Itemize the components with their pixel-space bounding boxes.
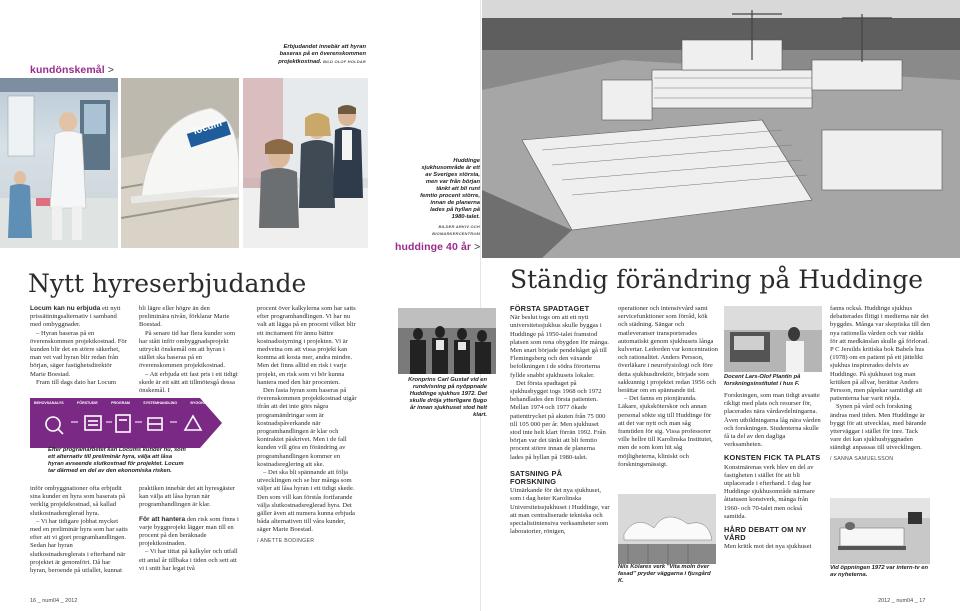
art-mural-photo xyxy=(618,494,716,564)
page-footer-right: 2012 _ num04 _ 17 xyxy=(878,598,926,604)
section-arrow-right: > xyxy=(474,241,481,253)
patient-bed-caption: Vid öppningen 1972 var intern-tv en av nyheterna. xyxy=(830,565,929,578)
subhead-konsten: KONSTEN FICK TA PLATS xyxy=(724,453,821,463)
headline-right: Ständig förändring på Huddinge xyxy=(510,265,924,294)
step-forstudie: FÖRSTUDIE xyxy=(77,401,98,405)
right-colB-text: operationer och intensivvård samt servicefunktioner som förråd, kök och städning. Sängar och matleveranser transporterades automatiskt genom sjukhusets långa kulvertar. Ledorden var koncentration och rationalitet. Anders Persson, överläkare i neurofysiologi och före detta sjukhusdirektör, började som sakkunnig i projektet redan 1956 och berättar om en spännande tid. – Det fanns en pionjäranda. Läkare, sjuksköterskor och annan personal sökte sig till Huddinge för att det var nytt och man såg framtiden för sig. Vissa professorer ville hellre till Karolinska Institutet, men de som kom hit såg möjligheterna, kliniskt och forskningsmässigt. xyxy=(618,305,718,468)
three-people-photo xyxy=(243,78,368,248)
photo-credit: BILD OLOF HOLDAR xyxy=(323,59,366,64)
nurse-corridor-illustration xyxy=(0,78,118,248)
right-colC: Docent Lars-Olof Plantin på forskningsinstitutet i hus F. Forskningen, som man tidigt avsatte rikligt med plats och resurser för, placerades nära vårdavdelningarna. Även utbildningarna låg nära vården och forskningen. Studenterna skulle få ta del av den dagliga verksamheten. KONSTEN FICK TA PLATS Konstmärenas verk blev en del av fastigheten i stället för att bli utplacerade i efterhand. I dag har Huddinge sjukhusområde närmare åttatusen konstverk, många från 1960- och 70-talet men också samtida. HÅRD DEBATT OM NY VÅRD Men kritik mot det nya sjukhuset xyxy=(724,374,824,552)
top-caption-left: Erbjudandet innebär att hyran baseras på en överenskommen projektkostnad. BILD OLOF HOLDAR xyxy=(278,44,366,65)
section-tag-right xyxy=(395,241,480,253)
top-caption-right: Huddinge sjukhusområde är ett av Sveriges största, men var från början tänkt att bli runt femtio procent större, innan de planerna lades på hyllan på 1980-talet. BILDER ARKIV OCH BIOMARKERCENTRUM xyxy=(418,158,480,237)
helmet-illustration xyxy=(121,78,239,248)
aerial-illustration xyxy=(482,0,960,258)
locum-helmet-photo xyxy=(121,78,239,248)
page-footer-left: 16 _ num04 _ 2012 xyxy=(30,598,78,604)
left-col2-text: bli lägre eller högre än den preliminära nivån, förklarar Marie Boestad. På senare tid har flera kunder som har stått inför ombyggnadsprojekt uttryckt önskemål om att hyran i stället ska baseras på en överenskommen projektkostnad. – Att erbjuda ett fast pris i ett tidigt skede är ett sätt att tillmötesgå dessa önskemål. I xyxy=(139,305,238,395)
col2-bold-lead: För att hantera xyxy=(139,515,186,523)
nurse-corridor-photo xyxy=(0,78,118,248)
process-diagram xyxy=(30,398,222,448)
locum-logo-text: locum xyxy=(192,117,224,138)
crown-prince-illustration xyxy=(398,308,496,374)
step-systemhandling: SYSTEMHANDLING xyxy=(143,401,178,405)
headline-left: Nytt hyreserbjudande xyxy=(28,269,307,298)
bed-illustration xyxy=(830,498,930,564)
right-colA: FÖRSTA SPADTAGET När beslut togs om att ett nytt universitetssjukhus skulle byggas i Huddinge på 1950-talet framstod platsen som rena obygden för många. Men snart började pendeltåget gå till Flemingsberg och den växande befolkningen i de södra förorterna fyllde snabbt sjukhusets lokaler. Det första spadtaget på sjukhusbygget togs 1968 och 1972 behandlades den första patienten. Mellan 1974 och 1977 ökade patienttrycket på akuten från 75 000 till 105 000 per år. Men sjukhuset stod inte helt klart förrän 1992. Från början var det tänkt att bli femtio procent större innan de planerna lades på hyllan på 1980-talet. SATSNING PÅ FORSKNING Utmärkande för det nya sjukhuset, som i dag heter Karolinska Universitetssjukhuset i Huddinge, var att man centraliserade tekniska och specialistintensiva verksamheter som laboratorier, röntgen, xyxy=(510,304,610,536)
lab-caption: Docent Lars-Olof Plantin på forskningsinstitutet i hus F. xyxy=(724,374,801,387)
photo-credit-right: BILDER ARKIV OCH BIOMARKERCENTRUM xyxy=(432,224,480,236)
subhead-forsta-spadtaget: FÖRSTA SPADTAGET xyxy=(510,304,590,313)
section-tag-left xyxy=(30,64,114,76)
subhead-satsning-forskning: SATSNING PÅ FORSKNING xyxy=(510,468,563,487)
diagram-labels xyxy=(34,401,220,405)
author-signature-left: / ANETTE BODINGER xyxy=(257,537,315,544)
left-col1b-text: inför ombyggnationer ofta erbjudit sina kunder en hyra som baserats på verklig projektkostnad, så kallad slutkostnadsreglerad hyra. – Vi har tidigare jobbat mycket med en preliminär hyra som har satts efter att vi gjort programhandlingen. Sedan har hyran slutkostnadsreglerats i efterhand när projektet är genomfört. Då har hyran, beroende på utfallet, kunnat xyxy=(30,485,128,575)
patient-bed-photo xyxy=(830,498,930,564)
lab-photo xyxy=(724,306,822,372)
author-signature-right: / SANNA SAMUELSSON xyxy=(830,455,894,462)
right-colD-text: fanns också. Huddinge sjukhus debatterades flitigt i medierna när det byggdes. Många var skeptiska till den nya rationella vården och var rädda för att medkänslan skulle gå förlorad. P C Jersilds kritiska bok Babels hus (1978) om en patient på ett jättelikt sjukhus inspirerades delvis av Huddinge. På sjukhuset tog man kritiken på allvar, berättar Anders Persson, men påpekar samtidigt att patienterna har varit nöjda. Synen på vård och forskning ändras med tiden. Men Huddinge är byggt för att utvecklas, med bärande ytterväggar i stället för inre. Tack vare det kan sjukhusbyggnaden ständigt anpassas till utvecklingen. / SANNA SAMUELSSON xyxy=(830,305,930,462)
lab-illustration xyxy=(724,306,822,372)
step-behovsanalys: BEHOVSANALYS xyxy=(34,401,64,405)
huddinge-aerial-photo xyxy=(482,0,960,258)
left-col1-text: Locum kan nu erbjuda ett nytt prissättningsalternativ i samband med ombyggnader. – Hyran baseras på en överenskommen projektkostnad. För kunden blir det en större säkerhet, man vet vad hyran blir redan från början, säger fastighetsdirektör Marie Boestad. Fram till dags dato har Locum xyxy=(30,305,127,386)
diagram-caption: Efter programarbetet kan Locums kunder nu, som ett alternativ till preliminär hyra, välja att låsa hyran avseende slutkostnad för projektet. Locum tar därmed en del av den ekonomiska risken. xyxy=(48,447,186,474)
section-tag-right-text: huddinge 40 år xyxy=(395,241,472,253)
section-tag-text: kundönskemål xyxy=(30,64,105,76)
crown-prince-photo xyxy=(398,308,496,374)
subhead-hard-debatt: HÅRD DEBATT OM NY VÅRD xyxy=(724,525,807,543)
crown-prince-caption: Kronprins Carl Gustaf vid en rundvisning på nyöppnade Huddinge sjukhus 1972. Det skulle dröja ytterligare fjugo år innan sjukhuset stod helt klart. xyxy=(408,377,487,418)
left-col2b-text: praktiken innebär det att hyresgäster kan välja att låsa hyran när programhandlingen är klar. För att hantera den risk som finns i varje byggprojekt lägger man till en procent på den beräknade projektkostnaden. – Vi har tittat på kalkyler och utfall ett antal år tillbaka i tiden och sett att vi i snitt har legat två xyxy=(139,485,239,572)
people-illustration xyxy=(243,78,368,248)
art-mural-caption: Nils Kölares verk "Vita moln över fasad" pryder väggarna i fjusgård K. xyxy=(618,564,711,584)
left-col3-text: procent över kalkylerna som har satts efter programhandlingen. Vi har nu valt att lägga på en procent vilket blir ett incitament för ännu bättre kostnadsstyrning i projekten. Vi är medvetna om att vissa projekt kan komma att kosta mer, andra mindre. Men det finns alltid en risk i varje projekt, en risk som vi bör kunna hantera med den här procenten. Den fasta hyran som baseras på överenskommen projektkostnad utgår ifrån att det inte görs några programändringar som är kostnadspåverkande när programhandlingen är klar och kontraktet påskrivet. Men i de fall kunden vill göra en förändring av programhandlingen kommer en kostnadsreglering att ske. – Det ska bli spännande att följa utvecklingen och se hur många som väljer att låsa hyran i ett tidigt skede. Den som vill kan förstås fortfarande välja slutkostnadsreglerad hyra. Det gäller även att numera kunna erbjuda båda alternativen till våra kunder, säger Marie Boestad. / ANETTE BODINGER xyxy=(257,305,361,545)
process-arrow-shape xyxy=(30,398,222,448)
step-bygghandling: BYGGHANDLING xyxy=(190,401,220,405)
mural-illustration xyxy=(618,494,716,564)
lead-bold: Locum kan nu erbjuda xyxy=(30,305,101,312)
section-arrow: > xyxy=(107,64,114,76)
page-spine xyxy=(480,0,481,611)
step-program: PROGRAM xyxy=(111,401,130,405)
